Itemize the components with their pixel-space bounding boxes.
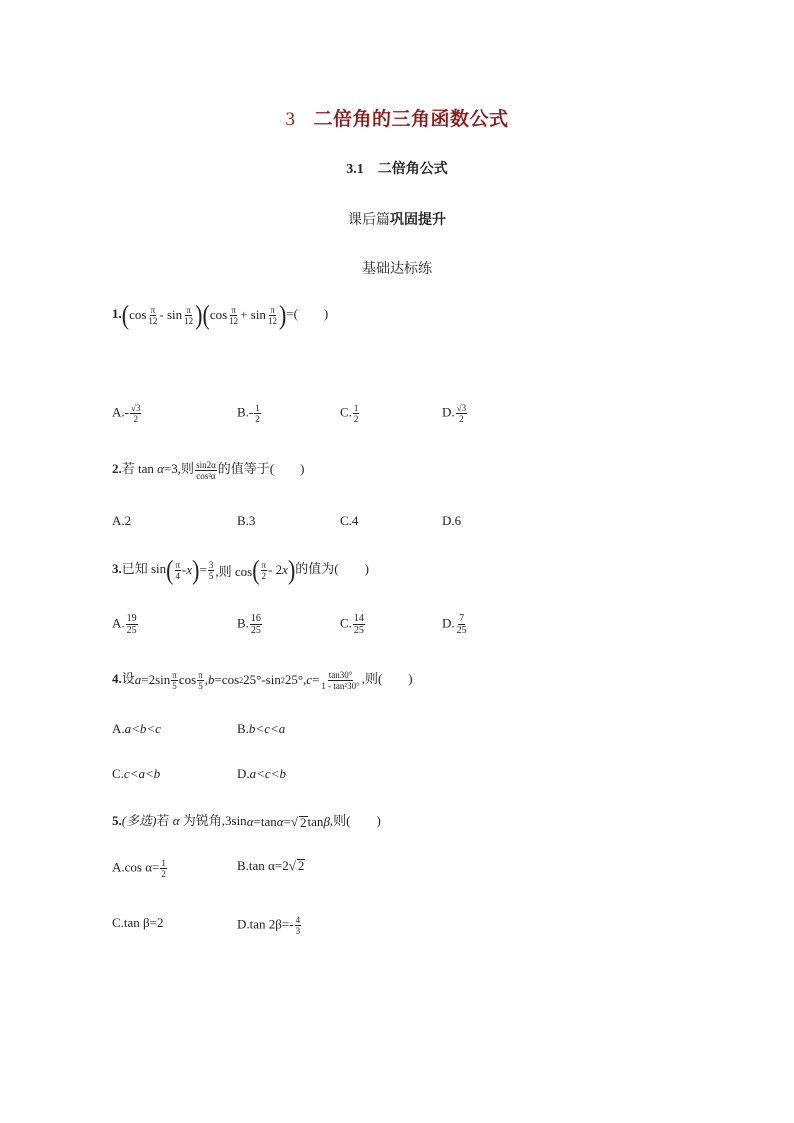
option-letter: C. [340,615,352,631]
fraction-numerator: tan30° [328,669,353,680]
option-text: 3 [248,513,256,528]
option-letter: B. [237,513,249,528]
section-title-text: 二倍角公式 [377,162,448,177]
chapter-title-text: 二倍角的三角函数公式 [313,109,509,130]
option-5d[interactable]: D.tan 2β=- $\frac{4}{3}$ [237,915,301,936]
question-2 [112,458,304,481]
option-text: 4 [351,513,359,528]
option-3d[interactable] [442,613,469,636]
option-3c[interactable] [340,613,366,636]
option-4c[interactable] [112,766,160,782]
question-4 [112,668,413,691]
option-5b[interactable]: B.tan α=2√ 2 [237,858,305,873]
option-2c[interactable] [340,513,358,529]
group-title: 基础达标练 [362,262,432,277]
question-number: 4. [112,671,122,686]
question-lead: 若 [156,813,170,828]
question-eq: =3,则 [163,461,195,476]
question-tail: ,则( ) [329,813,381,828]
option-numerator: 3 [135,403,141,413]
option-4d[interactable] [237,766,286,782]
option-denominator: 25 [456,625,467,636]
question-4-expression: a =2sin π 5 cos π 5 , b =cos 2 25°-sin 2 25°, c = $\frac{\tan 30^\circ}{\text{1 - tan²30°}}$ [134,669,360,691]
option-letter: A. [112,615,125,631]
option-2d[interactable] [442,513,461,529]
question-tail: ,则( ) [361,671,413,686]
question-5: 5.(多选)若 α 为锐角,3sin α =tan α = √ 2 tan β ,则( ) [112,813,381,830]
option-denominator: 2 [255,414,260,424]
option-text: a<b<c [124,721,161,736]
question-1-expression: ( cos π 12 - sin π 12 ) ( cos π 12 + sin π 12 ) [121,298,287,331]
option-letter: D. [442,513,455,528]
option-numerator: 1 [255,403,260,413]
option-denominator: 2 [133,414,138,424]
option-1c[interactable] [340,403,360,424]
option-1d[interactable]: D. $\frac{√3}{2}$ [442,403,467,424]
question-lead: 设 [121,671,135,686]
option-letter: C. [112,766,124,781]
variable-alpha: α [157,461,164,476]
option-letter: A. [112,721,125,736]
option-sign: - [124,404,129,420]
option-numerator: 16 [250,613,261,624]
option-text: cos α= [124,859,160,875]
option-text: c<a<b [123,766,161,781]
option-letter: D. [237,766,250,781]
option-numerator: 7 [459,613,465,624]
question-number: 2. [112,461,122,476]
question-tail: =( ) [286,306,329,321]
fraction-denominator: 1 - tan²30° [321,680,360,691]
option-letter: B. [237,404,249,420]
option-denominator: 2 [353,414,359,424]
option-letter: A. [112,859,125,875]
option-letter: B. [237,858,249,873]
fraction-numerator: sin2α [196,459,216,470]
option-letter: B. [237,615,249,631]
option-letter: C. [340,513,352,528]
subheading-bold: 巩固提升 [390,213,446,228]
option-5a[interactable]: A.cos α= $\frac{1}{2}$ [112,858,166,879]
question-number: 5. [112,813,122,828]
option-letter: A. [112,513,125,528]
option-letter: D. [442,404,455,420]
option-denominator: 25 [353,625,364,636]
chapter-title [0,104,794,131]
question-lead: 已知 sin [121,561,167,576]
subheading [0,209,794,229]
option-4a[interactable] [112,721,161,737]
option-text: 2 [124,513,132,528]
option-text: 6 [454,513,462,528]
option-2b[interactable] [237,513,255,529]
option-3a[interactable] [112,613,139,636]
option-2a[interactable] [112,513,131,529]
question-5-expression: α =tan α = √ 2 tan β [246,814,330,830]
section-number: 3.1 [346,162,364,177]
question-tail: 的值为( ) [295,561,369,576]
question-number: 1. [112,306,122,321]
question-number: 3. [112,561,122,576]
option-letter: B. [237,721,249,736]
question-3-expression: ( π 4 - x ) = 3 5 ,则 cos ( π 2 - 2 x ) [166,553,296,586]
option-sign: - [248,404,254,420]
option-text: tan 2β=- [249,916,294,932]
option-4b[interactable] [237,721,285,737]
option-5c[interactable] [112,915,164,931]
option-denominator: 25 [250,625,261,636]
subheading-prefix: 课后篇 [348,213,390,228]
option-text: a<c<b [249,766,286,781]
option-denominator: 2 [459,414,464,424]
option-letter: C. [112,915,124,930]
option-letter: A. [112,404,125,420]
fraction-denominator: cos²α [196,470,216,481]
option-numerator: 19 [126,613,137,624]
option-letter: C. [340,404,352,420]
chapter-number: 3 [285,109,296,130]
question-1 [112,298,329,331]
question-tag: (多选) [121,813,157,828]
option-letter: D. [237,916,250,932]
question-mid: 为锐角,3sin [182,813,247,828]
question-lead: 若 tan [121,461,154,476]
option-numerator: 14 [353,613,364,624]
option-3b[interactable] [237,613,263,636]
option-text: tan β=2 [123,915,164,930]
option-numerator: 3 [461,403,467,413]
option-1a[interactable]: A.- $\frac{√3}{2}$ [112,403,141,424]
option-text: tan α=2 [248,858,289,873]
question-tail: 的值等于( ) [217,461,305,476]
option-text: b<c<a [248,721,286,736]
option-letter: D. [442,615,455,631]
option-numerator: 1 [353,403,359,413]
option-1b[interactable] [237,403,262,424]
question-3 [112,553,369,586]
option-denominator: 25 [126,625,137,636]
section-title [0,158,794,178]
